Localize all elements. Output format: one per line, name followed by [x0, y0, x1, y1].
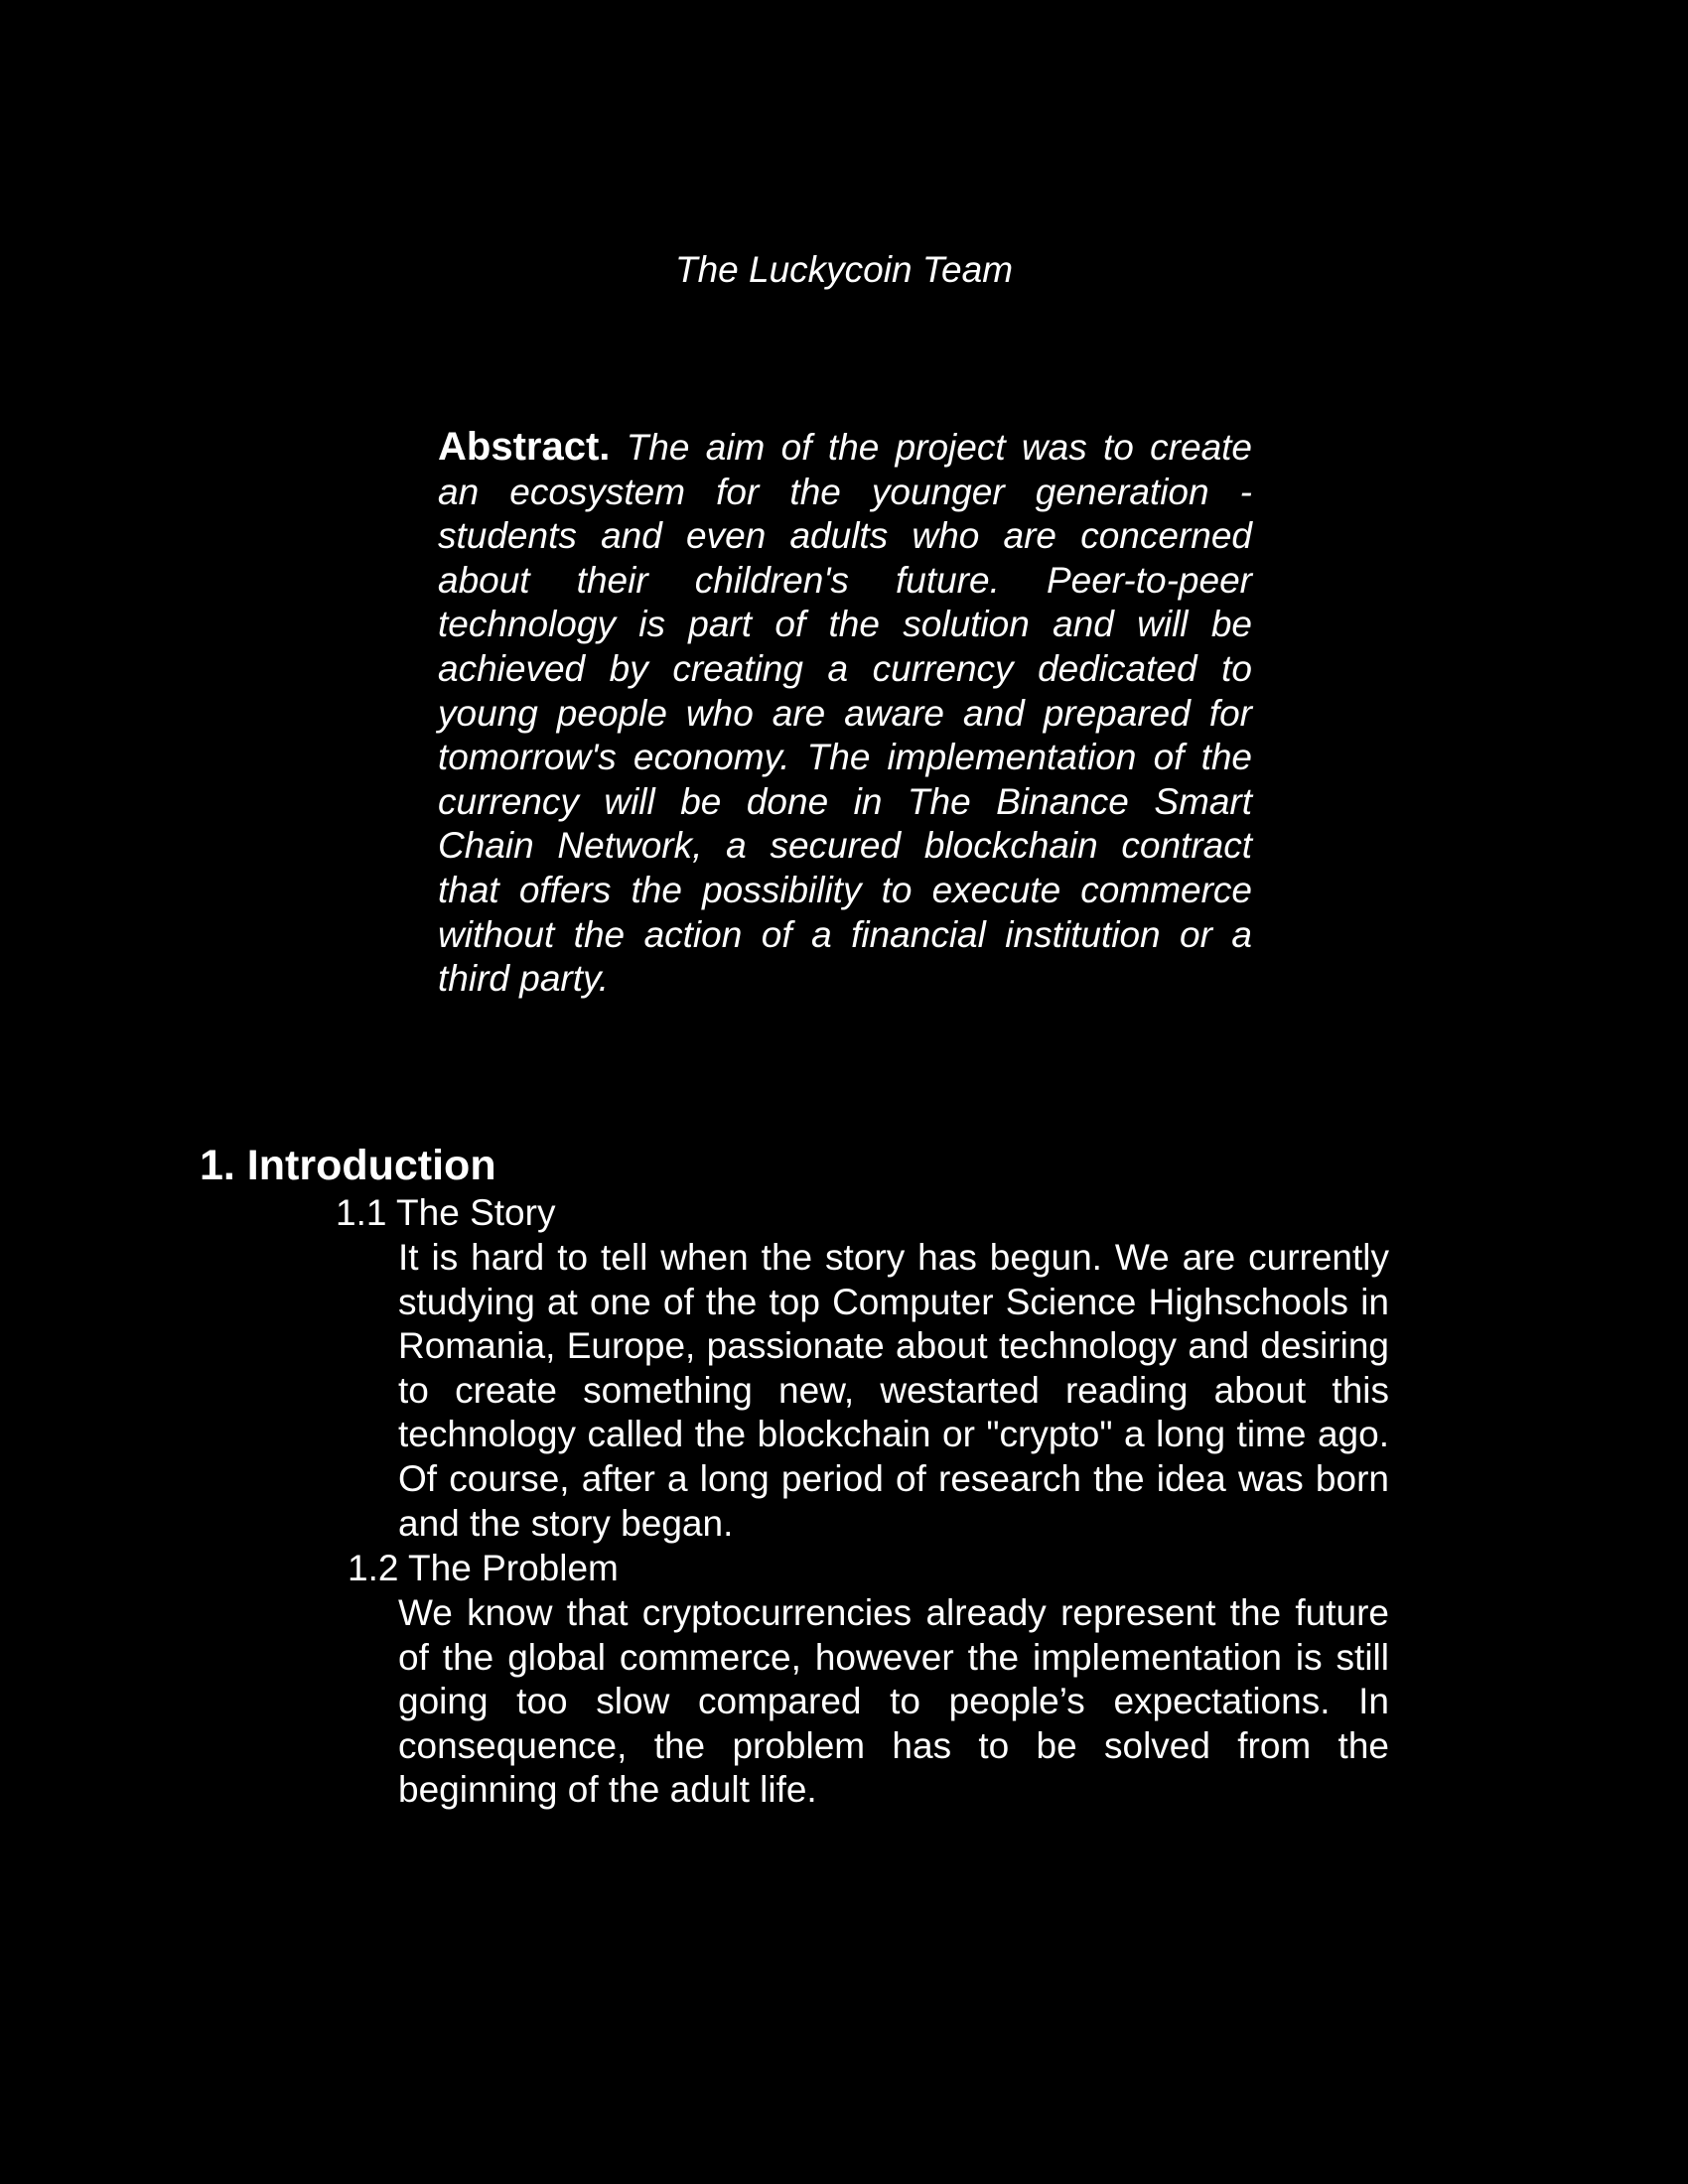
abstract-paragraph — [438, 425, 1252, 1002]
abstract-text: The aim of the project was to create an ecosystem for the younger generation - students and even adults who are concerned about their children's future. Peer-to-peer technology is part of the solution and will be achieved by creating a currency dedicated to young people who are aware and prepared for tomorrow's economy. The implementation of the currency will be done in The Binance Smart Chain Network, a secured blockchain contract that offers the possibility to execute commerce without the action of a financial institution or a third party. — [438, 427, 1253, 1000]
subsection-text-story: It is hard to tell when the story has begun. We are currently studying at one of the top Computer Science Highschools in Romania, Europe, passionate about technology and desiring to create something new, westarted reading about this technology called the blockchain or "crypto" a long time ago. Of course, after a long period of research the idea was born and the story began. — [398, 1237, 1389, 1544]
section-heading-introduction: 1. Introduction — [200, 1142, 496, 1189]
subsection-heading-story: 1.1 The Story — [336, 1192, 556, 1233]
author-line: The Luckycoin Team — [674, 249, 1014, 290]
subsection-text-problem: We know that cryptocurrencies already represent the future of the global commerce, however the implementation is still going too slow compared to people’s expectations. In consequence, the problem has to be solved from the beginning of the adult life. — [398, 1592, 1389, 1811]
subsection-heading-problem: 1.2 The Problem — [348, 1548, 619, 1588]
abstract-label: Abstract. — [438, 425, 611, 469]
